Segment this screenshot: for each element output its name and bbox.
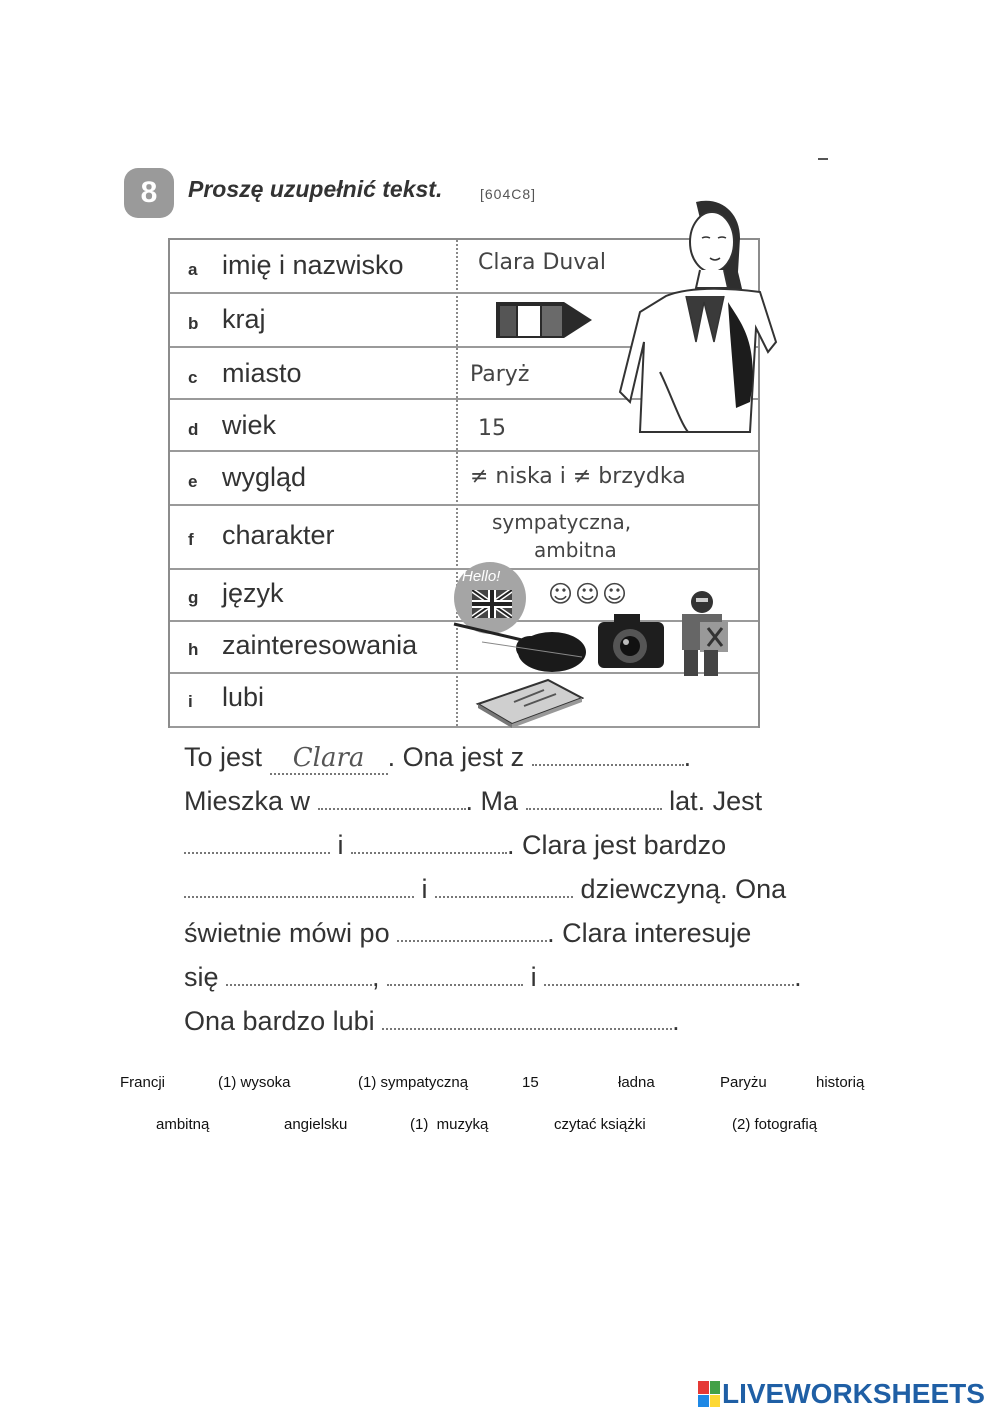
table-row: g język ☺☺☺ xyxy=(170,570,758,622)
knight-history-icon xyxy=(670,588,734,678)
exercise-code: [604C8] xyxy=(480,186,537,202)
blank-appearance-1[interactable] xyxy=(184,830,330,854)
liveworksheets-logo: LIVEWORKSHEETS xyxy=(698,1378,985,1410)
camera-icon xyxy=(594,610,668,672)
paragraph-line-3: i . Clara jest bardzo xyxy=(184,830,726,861)
word-bank-item[interactable]: Francji xyxy=(120,1074,166,1091)
blank-likes[interactable] xyxy=(382,1006,672,1030)
word-bank-item[interactable]: historią xyxy=(816,1074,865,1091)
france-flag-arrow-icon xyxy=(492,298,596,342)
word-bank-item[interactable]: (1) sympatyczną xyxy=(358,1074,469,1091)
paragraph-line-2: Mieszka w . Ma lat. Jest xyxy=(184,786,763,816)
paragraph-line-1: To jest Clara . Ona jest z . xyxy=(184,742,692,773)
word-bank-item[interactable]: 15 xyxy=(522,1074,539,1091)
blank-answer-filled: Clara xyxy=(270,743,388,775)
word-bank-item[interactable]: czytać książki xyxy=(554,1116,646,1133)
value-character-2: ambitna xyxy=(534,538,617,562)
paragraph-line-4: i dziewczyną. Ona xyxy=(184,874,786,905)
book-icon xyxy=(474,676,584,728)
value-appearance: ≠ niska i ≠ brzydka xyxy=(470,464,686,489)
blank-character-1[interactable] xyxy=(184,874,414,898)
blank-character-2[interactable] xyxy=(435,874,573,898)
word-bank-item[interactable]: (1) wysoka xyxy=(218,1074,291,1091)
table-row: i lubi xyxy=(170,674,758,728)
blank-age[interactable] xyxy=(526,786,662,810)
violin-icon xyxy=(452,612,592,682)
value-city: Paryż xyxy=(470,362,530,387)
blank-country[interactable] xyxy=(532,742,684,766)
table-row: e wygląd ≠ niska i ≠ brzydka xyxy=(170,452,758,506)
hello-bubble: Hello! xyxy=(454,562,526,634)
table-row: b kraj xyxy=(170,294,758,348)
word-bank-item[interactable]: ładna xyxy=(618,1074,655,1091)
blank-interest-1[interactable] xyxy=(226,962,372,986)
word-bank-item[interactable]: (1) muzyką xyxy=(410,1116,489,1133)
blank-language[interactable] xyxy=(397,918,547,942)
word-bank-item[interactable]: Paryżu xyxy=(720,1074,767,1091)
value-age: 15 xyxy=(478,416,506,441)
logo-mark-icon xyxy=(698,1381,720,1407)
table-row: h zainteresowania xyxy=(170,622,758,674)
table-row: d wiek 15 xyxy=(170,400,758,452)
word-bank-item[interactable]: ambitną xyxy=(156,1116,210,1133)
table-row: a imię i nazwisko Clara Duval xyxy=(170,240,758,294)
blank-city[interactable] xyxy=(318,786,466,810)
paragraph-line-6: się , i . xyxy=(184,962,802,992)
stray-mark xyxy=(818,158,828,160)
table-row: c miasto Paryż xyxy=(170,348,758,400)
word-bank-item[interactable]: (2) fotografią xyxy=(732,1116,818,1133)
value-name: Clara Duval xyxy=(478,250,606,275)
table-row: f charakter sympatyczna, ambitna xyxy=(170,506,758,570)
value-language-smileys: ☺☺☺ xyxy=(548,580,630,608)
blank-appearance-2[interactable] xyxy=(351,830,507,854)
value-character-1: sympatyczna, xyxy=(492,510,632,534)
word-bank-item[interactable]: angielsku xyxy=(284,1116,348,1133)
paragraph-line-5: świetnie mówi po . Clara interesuje xyxy=(184,918,752,948)
girl-illustration xyxy=(600,192,790,462)
blank-interest-3[interactable] xyxy=(544,962,794,986)
blank-interest-2[interactable] xyxy=(387,962,523,986)
exercise-title: Proszę uzupełnić tekst. xyxy=(188,176,443,202)
paragraph-line-7: Ona bardzo lubi . xyxy=(184,1006,680,1036)
exercise-number-badge: 8 xyxy=(124,168,174,218)
